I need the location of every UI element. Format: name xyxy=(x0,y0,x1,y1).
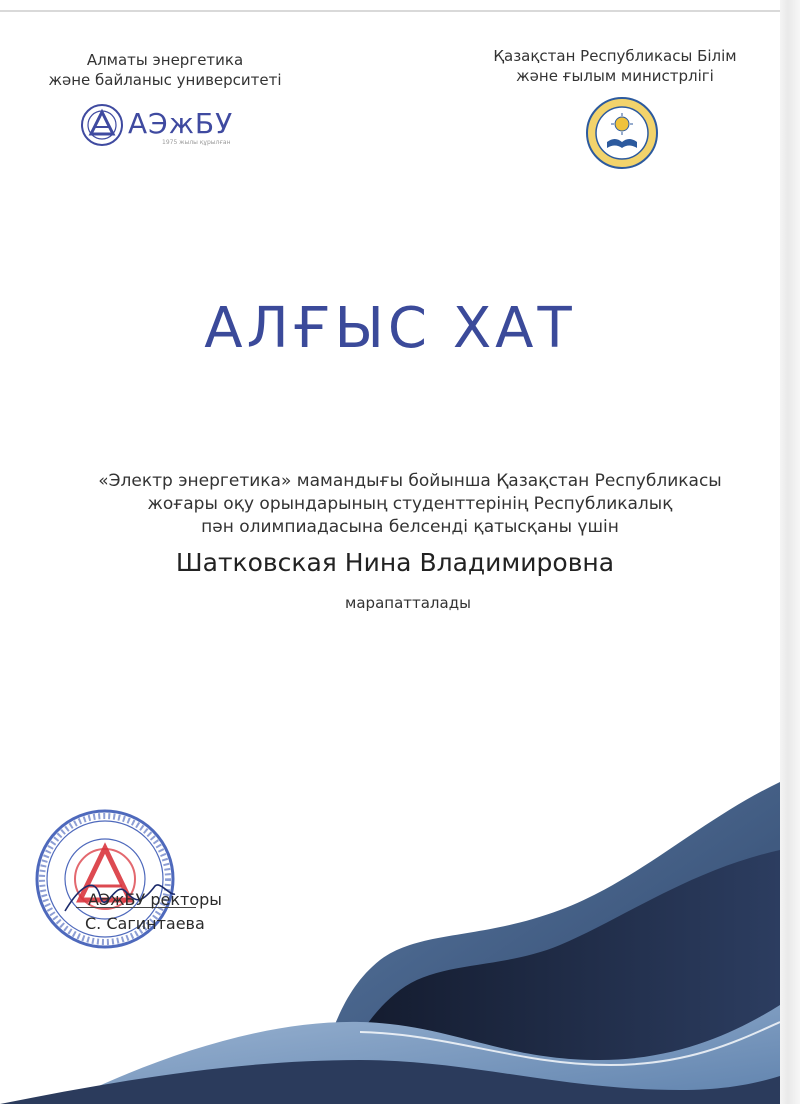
university-logo xyxy=(80,103,300,153)
rector-title: АЭжБУ ректоры xyxy=(88,890,222,909)
rector-name: С. Сагинтаева xyxy=(85,914,205,933)
university-name-line-1: Алматы энергетика xyxy=(86,51,244,69)
scan-edge-top xyxy=(0,10,780,12)
certificate-title: АЛҒЫС ХАТ xyxy=(204,296,576,361)
ministry-emblem-icon xyxy=(585,96,659,170)
awarded-text: марапатталады xyxy=(345,594,471,612)
ministry-name xyxy=(470,46,760,86)
university-name xyxy=(40,50,290,90)
body-line-3: пән олимпиадасына белсенді қатысқаны үшін xyxy=(201,517,619,537)
ministry-name-line-2: және ғылым министрлігі xyxy=(516,67,714,85)
certificate-body xyxy=(40,470,780,539)
body-line-2: жоғары оқу орындарының студенттерінің Республикалық xyxy=(147,494,673,514)
university-logo-text: АЭжБУ xyxy=(128,107,234,140)
university-name-line-2: және байланыс университеті xyxy=(48,71,282,89)
recipient-name: Шатковская Нина Владимировна xyxy=(175,548,615,577)
body-line-1: «Электр энергетика» мамандығы бойынша Қазақстан Республикасы xyxy=(98,471,722,491)
university-logo-subtitle: 1975 жылы құрылған xyxy=(162,139,231,146)
university-logo-icon xyxy=(80,103,124,147)
ministry-name-line-1: Қазақстан Республикасы Білім xyxy=(493,47,737,65)
